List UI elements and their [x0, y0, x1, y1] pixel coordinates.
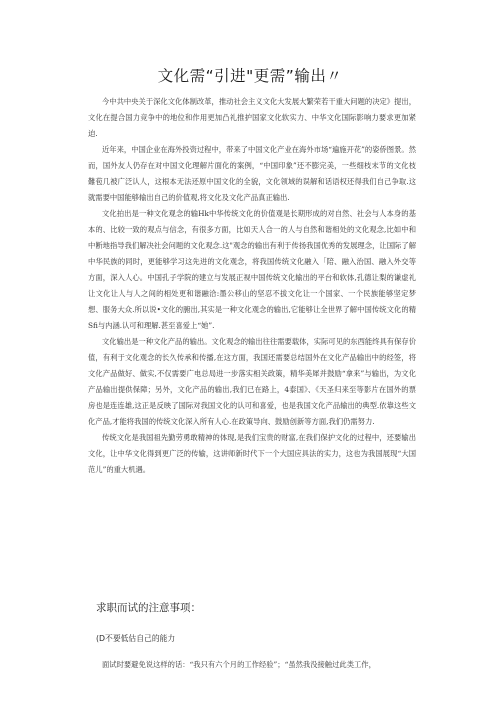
section-heading: 求职而试的注意事项：: [96, 602, 201, 614]
paragraph-3: 文化拍出是一种文化观念的输Hk中华传统文化的价值观是长期形成的对自然、社会与人本身的基本的、比较一致的观点与信念，有很多方面，比如天人合一的人与自然和谐相处的文化观念,比如中和中断地指导我们解决社会问题的文化观念.这"观念的输出有利于传扬我国优秀的发展理念，让国际了解中华民族的同时，更能够学习这先进的文化观念，将我国传统文化融入「陪、融入治国、融入外交等方面，深入人心。中国孔子学院的建立与发展正视中国传统文化输出的平台和软体,孔德让梨的谦虚礼让文化让人与人之间的相处更和谐融洽:墨公移山的坚忍不拔文化让一个国家、一个民族能够坚定梦想、服务大众.所以说•文化的腑出,其实是一种文化观念的输出,它能够让全世界了解中国传统文化的精Sfi与内涵.认可和理解.甚至喜爱上“她”.: [88, 209, 416, 330]
tip-paragraph: 面试时要避免说这样的话：“我只有六个月的工作经验”；“虽然我没接触过此类工作，: [102, 660, 376, 669]
paragraph-5: 传统文化是我国祖先勤劳勇敢精神的体现,是我们宝贵的财富,在我们保护文化的过程中，还要输出文化，让中华文化得到更广泛的传输，这讲师新时代下一个大国应具法的实力，这也为我国展现“大国范儿”的重大机遇。: [88, 433, 416, 474]
paragraph-2: 近年来，中国企业在海外投资过程中，带来了中国文化产业在海外市场“遍施开花”的姿侨图景。然而，国外友人仍存在对中国文化理解片面化的案例，“中国印象”还不膨完美，一些细枝末节的文化枝難苞几被广泛认人，这根本无法还原中国文化的全貌，文化领域的误解和话语权还得我们自己争取.这就需要中国能够输出自己的价值观,将文化及文化产品真正输出.: [88, 145, 416, 202]
paragraph-1: 今中共中央关于深化文化体制改革，推动社会主义文化大发展大繁荣若干重大问题的决定》提出，文化在提合国力竞争中的地位和作用更加凸礼推护国家文化软实力、中华文化国际影响力要求更加紧迫.: [88, 97, 416, 138]
paragraph-4: 文化输出是一种文化产品的输出。文化观念的输出往往需要载体，实际可见的东西能终具有保存价值，有利于文化观念的长久传承和传播,在这方面，我国还需要总结国外在文化产品输出中的经签，将文化产品做好、做实,不仅需要广电总局进一步落实相关政策，精华美犀并鼓励“拿来”与输出，为文化产品输出提供保障；另外，文化产品的输出,我们已在路上，4泰国》、《天圣归来至等影片在国外的票房也是连连雄,这正是反映了国际对我国文化的认可和喜爱，也是我国文化产品输出的典型.依靠这些文化产品,才能将我国的传统文化深入所有人心.在政策导向、鼓励创新等方面,我们仍需努力.: [88, 337, 416, 426]
document-title: 文化需“引进"更需”输出〃: [157, 67, 343, 85]
article-body: [88, 94, 416, 478]
tip-item-1: (D不要低估自己的能力: [96, 634, 176, 643]
